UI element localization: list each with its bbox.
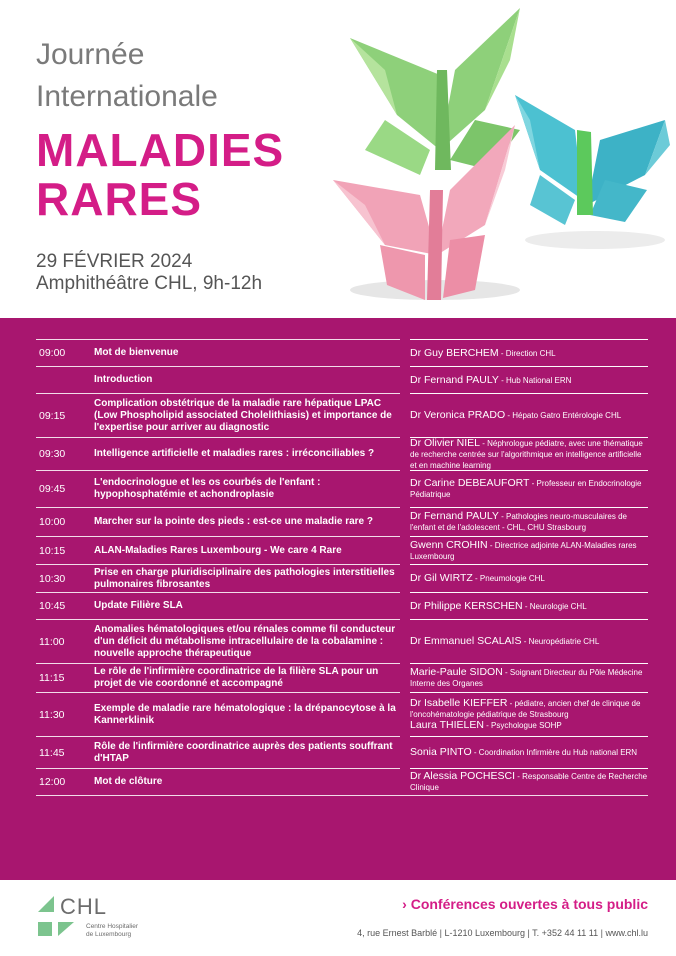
contact-address: 4, rue Ernest Barblé | L-1210 Luxembourg | T. +352 44 11 11 | www.chl.lu (357, 928, 648, 938)
session-speakers (410, 393, 648, 437)
column-gap (400, 470, 410, 471)
speaker-name: Dr Veronica PRADO (410, 409, 506, 421)
speaker-name: Dr Guy BERCHEM (410, 346, 499, 359)
column-gap (400, 564, 410, 565)
session-time: 10:15 (39, 544, 66, 557)
programme-row (36, 736, 648, 768)
speaker-entry (410, 747, 637, 758)
session-topic: Mot de bienvenue (94, 347, 179, 358)
session-topic: Mot de clôture (94, 776, 163, 787)
session-speakers (410, 619, 648, 663)
speaker-entry (410, 410, 621, 421)
speaker-role: - Néphrologue pédiatre, avec une thématique de recherche centrée sur l'algorithmique en intelligence artificielle et en machine learning (410, 438, 643, 470)
open-conferences-text: › Conférences ouvertes à tous public (402, 896, 648, 912)
session-topic: Intelligence artificielle et maladies rares : irréconciliables ? (94, 448, 375, 459)
programme-row (36, 564, 648, 592)
logo-text: CHL (60, 894, 108, 919)
speaker-name: Sonia PINTO (410, 746, 472, 758)
programme-panel (0, 318, 676, 880)
speaker-entry (410, 636, 599, 647)
programme-row (36, 536, 648, 564)
programme-row (36, 663, 648, 692)
programme-row (36, 768, 648, 796)
session-topic: L'endocrinologue et les os courbés de l'enfant : hypophosphatémie et achondroplasie (94, 477, 321, 500)
speaker-entry (410, 375, 571, 386)
logo-triangle-icon (36, 894, 56, 914)
speaker-name: Gwenn CROHIN (410, 538, 488, 551)
speaker-entry (410, 438, 648, 471)
session-time: 10:30 (39, 572, 66, 585)
speaker-name: Dr Carine DEBEAUFORT (410, 477, 530, 489)
speaker-entry (410, 540, 648, 562)
logo-shape-icon (58, 922, 76, 938)
session-time: 11:45 (39, 746, 65, 759)
speaker-role: - Directrice adjointe ALAN-Maladies rares Luxembourg (410, 540, 637, 561)
speaker-role: - Psychologue SOHP (483, 721, 562, 730)
column-gap (400, 663, 410, 664)
session-topic: Rôle de l'infirmière coordinatrice auprès des patients souffrant d'HTAP (94, 740, 393, 764)
column-gap (400, 437, 410, 438)
session-speakers (410, 536, 648, 564)
speaker-name: Dr Emmanuel SCALAIS (410, 635, 522, 647)
speaker-name: Marie-Paule SIDON (410, 666, 503, 678)
title-line-2: Internationale (36, 80, 218, 113)
speaker-role: - Neurologie CHL (522, 601, 587, 611)
logo-subtitle-1: Centre Hospitalier (86, 923, 139, 930)
speaker-entry (410, 698, 648, 720)
speaker-role: - Coordination Infirmière du Hub national ERN (471, 748, 638, 757)
logo-square-icon (38, 922, 52, 936)
title-line-1: Journée (36, 38, 145, 71)
speaker-name: Dr Fernand PAULY (410, 373, 499, 386)
session-speakers (410, 663, 648, 692)
session-topic: Prise en charge pluridisciplinaire des pathologies interstitielles pulmonaires fibrosantes (94, 566, 395, 590)
speaker-entry (410, 601, 587, 612)
session-speakers (410, 507, 648, 536)
speaker-entry (410, 667, 648, 689)
session-topic: ALAN-Maladies Rares Luxembourg - We care 4 Rare (94, 544, 342, 556)
blue-butterfly-icon (515, 95, 670, 225)
programme-row (36, 393, 648, 437)
session-speakers (410, 592, 648, 619)
session-time: 10:45 (39, 600, 66, 612)
programme-row (36, 619, 648, 663)
session-topic: Introduction (94, 374, 153, 385)
programme-row (36, 366, 648, 393)
speaker-name: Dr Philippe KERSCHEN (410, 599, 523, 612)
footer (0, 880, 676, 956)
session-topic: Exemple de maladie rare hématologique : la drépanocytose à la Kannerklinik (94, 702, 396, 726)
speaker-role: - pédiatre, ancien chef de clinique de l'oncohématologie pédiatrique de Strasbourg (410, 699, 641, 719)
session-topic: Le rôle de l'infirmière coordinatrice de la filière SLA pour un projet de vie coordonné et accompagné (94, 666, 379, 689)
speaker-role: - Neuropédiatrie CHL (521, 637, 600, 646)
column-gap (400, 393, 410, 394)
event-date: 29 FÉVRIER 2024 (36, 251, 193, 272)
speaker-role: - Responsable Centre de Recherche Clinique (410, 772, 648, 792)
event-venue: Amphithéâtre CHL, 9h-12h (36, 273, 263, 294)
programme-row (36, 437, 648, 470)
column-gap (400, 619, 410, 620)
session-speakers (410, 366, 648, 393)
programme-row (36, 339, 648, 366)
session-topic: Update Filière SLA (94, 600, 183, 611)
speaker-role: - Soignant Directeur du Pôle Médecine Interne des Organes (410, 668, 643, 688)
session-time: 09:00 (39, 347, 66, 359)
session-time: 11:30 (39, 708, 65, 721)
speaker-name: Dr Alessia POCHESCI (410, 770, 516, 782)
speaker-role: - Professeur en Endocrinologie Pédiatrique (410, 479, 642, 499)
column-gap (400, 692, 410, 693)
column-gap (400, 736, 410, 737)
session-time: 09:30 (39, 448, 66, 460)
session-speakers (410, 692, 648, 736)
speaker-entry (410, 511, 648, 533)
session-speakers (410, 564, 648, 592)
column-gap (400, 339, 410, 340)
speaker-entry (410, 720, 648, 731)
column-gap (400, 768, 410, 769)
speaker-name: Dr Gil WIRTZ (410, 572, 473, 584)
title-line-4: RARES (36, 173, 203, 225)
session-topic: Anomalies hématologiques et/ou rénales comme fil conducteur d'un déficit du métabolisme intracellulaire de la cobalamine : nouvelle approche thérapeutique (94, 623, 396, 659)
session-speakers (410, 470, 648, 507)
speaker-name: Dr Fernand PAULY (410, 510, 499, 522)
session-topic: Marcher sur la pointe des pieds : est-ce une maladie rare ? (94, 516, 373, 527)
speaker-entry (410, 478, 648, 500)
chl-logo (36, 894, 176, 944)
column-gap (400, 507, 410, 508)
session-topic: Complication obstétrique de la maladie rare hépatique LPAC (Low Phospholipid associated Cholelithiasis) et importance de l'expertise pour arriver au diagnostic (94, 397, 392, 433)
speaker-entry (410, 348, 556, 359)
speaker-role: - Direction CHL (498, 348, 556, 358)
session-speakers (410, 768, 648, 795)
speaker-role: - Hépato Gatro Entérologie CHL (505, 411, 622, 420)
session-speakers (410, 437, 648, 470)
programme-row (36, 507, 648, 536)
session-time: 12:00 (39, 776, 66, 788)
speaker-entry (410, 771, 648, 793)
session-speakers (410, 339, 648, 366)
session-time: 09:45 (39, 483, 66, 495)
session-time: 11:15 (39, 672, 65, 684)
programme-table (36, 339, 648, 796)
speaker-role: - Pneumologie CHL (472, 574, 545, 583)
column-gap (400, 366, 410, 367)
origami-butterflies-illustration (325, 0, 676, 310)
header (0, 0, 676, 318)
speaker-entry (410, 573, 545, 584)
speaker-name: Dr Isabelle KIEFFER (410, 697, 508, 709)
programme-row (36, 470, 648, 507)
session-time: 10:00 (39, 516, 66, 528)
column-gap (400, 536, 410, 537)
programme-row (36, 592, 648, 619)
programme-row (36, 692, 648, 736)
speaker-role: - Pathologies neuro-musculaires de l'enfant et de l'adolescent - CHL, CHU Strasbourg (410, 512, 627, 532)
session-time: 11:00 (39, 635, 65, 648)
column-gap (400, 592, 410, 593)
speaker-name: Laura THIELEN (410, 719, 484, 731)
session-time (36, 367, 86, 393)
logo-subtitle-2: de Luxembourg (86, 931, 132, 938)
speaker-name: Dr Olivier NIEL (410, 436, 481, 449)
speaker-role: - Hub National ERN (498, 375, 572, 385)
title-line-3: MALADIES (36, 124, 285, 176)
session-time: 09:15 (39, 409, 66, 422)
session-speakers (410, 736, 648, 768)
